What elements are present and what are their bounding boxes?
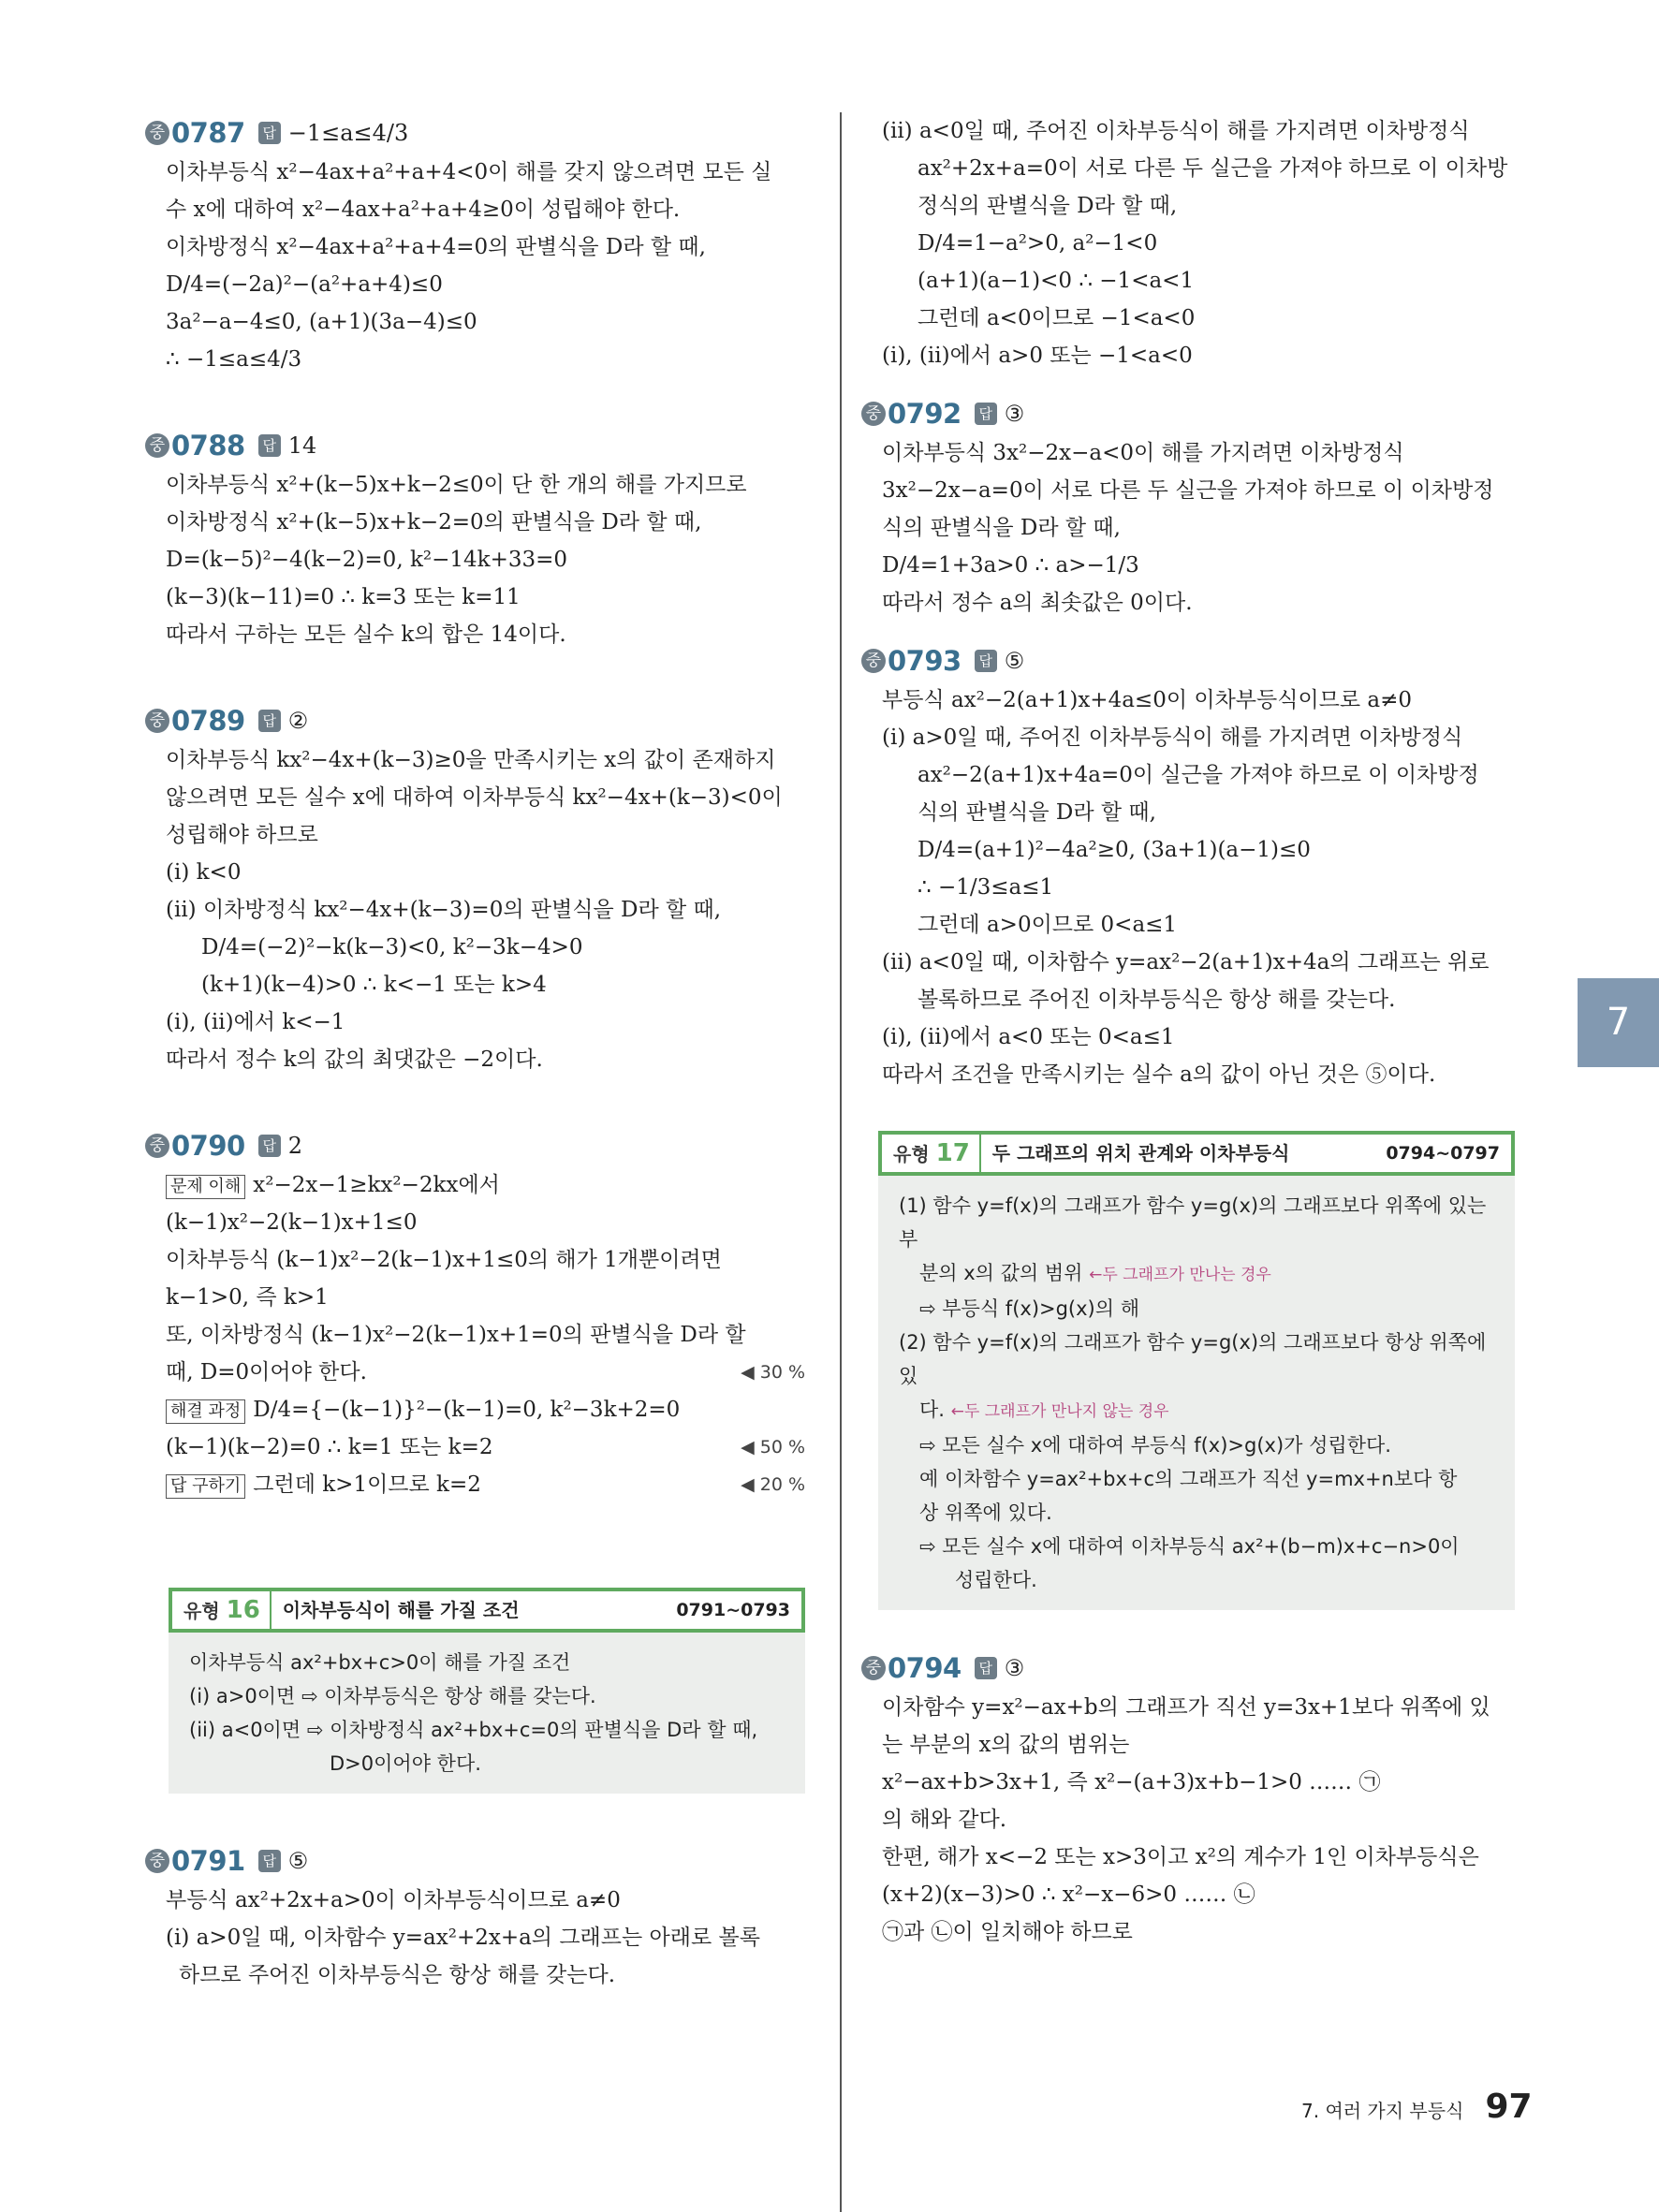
step-tag: 해결 과정 <box>166 1399 245 1424</box>
answer-badge: 답 <box>258 1135 281 1157</box>
solution-line: 그런데 k>1이므로 k=2 <box>253 1472 481 1497</box>
solution-line: (k−1)(k−2)=0 ∴ k=1 또는 k=2 <box>166 1435 493 1459</box>
summary-note: ←두 그래프가 만나지 않는 경우 <box>950 1402 1169 1421</box>
left-column <box>145 112 805 2041</box>
score-percent: ◀ 50 % <box>741 1437 805 1458</box>
solution-line: (a+1)(a−1)<0 ∴ −1<a<1 <box>918 269 1195 293</box>
type16-box <box>169 1588 805 1794</box>
summary-line: (ii) a<0이면 ⇨ 이차방정식 ax²+bx+c=0의 판별식을 D라 할 때, <box>189 1719 758 1741</box>
answer-badge: 답 <box>258 122 281 144</box>
problem-number: 0792 <box>888 398 962 430</box>
difficulty-badge: 중 <box>861 1656 886 1680</box>
summary-line: (1) 함수 y=f(x)의 그래프가 함수 y=g(x)의 그래프보다 위쪽에 있는 부 <box>899 1194 1487 1251</box>
summary-note: ←두 그래프가 만나는 경우 <box>1089 1266 1271 1284</box>
solution-line: 이차방정식 x²+(k−5)x+k−2=0의 판별식을 D라 할 때, <box>166 510 702 535</box>
solution-line: ax²−2(a+1)x+4a=0이 실근을 가져야 하므로 이 이차방정 <box>918 763 1479 787</box>
solution-line: 식의 판별식을 D라 할 때, <box>882 516 1121 540</box>
answer: ③ <box>1004 1655 1025 1681</box>
solution-line: D/4={−(k−1)}²−(k−1)=0, k²−3k+2=0 <box>253 1398 681 1422</box>
difficulty-badge: 중 <box>145 121 169 145</box>
answer: ⑤ <box>1004 648 1025 674</box>
solution-line: 하므로 주어진 이차부등식은 항상 해를 갖는다. <box>179 1963 616 1987</box>
summary-line: 상 위쪽에 있다. <box>919 1502 1052 1524</box>
solution-line: ∴ −1≤a≤4/3 <box>166 347 302 372</box>
summary-line: 예 이차함수 y=ax²+bx+c의 그래프가 직선 y=mx+n보다 항 <box>919 1468 1458 1490</box>
summary-line: ⇨ 모든 실수 x에 대하여 이차부등식 ax²+(b−m)x+c−n>0이 <box>919 1535 1460 1558</box>
summary-line: ⇨ 부등식 f(x)>g(x)의 해 <box>919 1297 1139 1320</box>
solution-line: 볼록하므로 주어진 이차부등식은 항상 해를 갖는다. <box>918 988 1396 1012</box>
type-label: 유형 <box>184 1600 220 1622</box>
answer-badge: 답 <box>975 650 997 672</box>
solution-line: 는 부분의 x의 값의 범위는 <box>882 1733 1130 1757</box>
page-number: 97 <box>1485 2087 1533 2126</box>
solution-line: (k+1)(k−4)>0 ∴ k<−1 또는 k>4 <box>201 973 547 997</box>
solution-line: 한편, 해가 x<−2 또는 x>3이고 x²의 계수가 1인 이차부등식은 <box>882 1845 1479 1869</box>
solution-line: D/4=1−a²>0, a²−1<0 <box>918 231 1158 256</box>
answer: 2 <box>287 1133 302 1159</box>
answer: ② <box>287 708 309 734</box>
step-tag: 답 구하기 <box>166 1474 245 1499</box>
difficulty-badge: 중 <box>145 709 169 733</box>
solution-line: 성립해야 하므로 <box>166 823 318 847</box>
problem-number: 0789 <box>171 705 245 737</box>
summary-line: 이차부등식 ax²+bx+c>0이 해를 가질 조건 <box>189 1651 571 1674</box>
solution-line: 따라서 구하는 모든 실수 k의 합은 14이다. <box>166 623 566 647</box>
solution-line: 때, D=0이어야 한다. <box>166 1360 367 1384</box>
solution-line: 의 해와 같다. <box>882 1808 1007 1832</box>
solution-line: 그런데 a>0이므로 0<a≤1 <box>918 913 1178 937</box>
problem-0793 <box>861 640 1517 1093</box>
problem-number: 0791 <box>171 1845 245 1877</box>
difficulty-badge: 중 <box>145 433 169 458</box>
difficulty-badge: 중 <box>861 402 886 426</box>
solution-line: (i), (ii)에서 k<−1 <box>166 1010 345 1034</box>
solution-line: (k−3)(k−11)=0 ∴ k=3 또는 k=11 <box>166 585 521 609</box>
answer-badge: 답 <box>258 710 281 732</box>
score-percent: ◀ 30 % <box>741 1362 805 1383</box>
solution-line: (i) k<0 <box>166 860 242 885</box>
chapter-title: 7. 여러 가지 부등식 <box>1301 2100 1464 2122</box>
solution-line: (x+2)(x−3)>0 ∴ x²−x−6>0 …… ㉡ <box>882 1882 1255 1907</box>
right-column <box>861 112 1517 1998</box>
solution-line: D/4=(−2a)²−(a²+a+4)≤0 <box>166 272 443 297</box>
solution-line: 따라서 조건을 만족시키는 실수 a의 값이 아닌 것은 ⑤이다. <box>882 1062 1436 1087</box>
solution-line: k−1>0, 즉 k>1 <box>166 1285 329 1310</box>
solution-line: 이차부등식 x²−4ax+a²+a+4<0이 해를 갖지 않으려면 모든 실 <box>166 160 772 184</box>
summary-line: (2) 함수 y=f(x)의 그래프가 함수 y=g(x)의 그래프보다 항상 위쪽에 있 <box>899 1331 1487 1387</box>
solution-line: (ii) 이차방정식 kx²−4x+(k−3)=0의 판별식을 D라 할 때, <box>166 898 722 922</box>
problem-number: 0793 <box>888 645 962 677</box>
problem-0787 <box>145 112 805 378</box>
summary-line: D>0이어야 한다. <box>330 1752 481 1775</box>
difficulty-badge: 중 <box>145 1134 169 1158</box>
problem-number: 0794 <box>888 1652 962 1684</box>
solution-line: 부등식 ax²+2x+a>0이 이차부등식이므로 a≠0 <box>166 1888 621 1912</box>
type-number: 16 <box>226 1596 260 1624</box>
answer-badge: 답 <box>258 434 281 457</box>
solution-line: 이차부등식 (k−1)x²−2(k−1)x+1≤0의 해가 1개뿐이려면 <box>166 1248 722 1272</box>
type17-box <box>878 1131 1515 1610</box>
solution-line: (i), (ii)에서 a<0 또는 0<a≤1 <box>882 1025 1175 1049</box>
problem-number: 0790 <box>171 1130 245 1162</box>
type-range: 0791~0793 <box>676 1600 790 1620</box>
problem-0791-continued <box>861 112 1517 374</box>
problem-0788 <box>145 425 805 653</box>
problem-0791 <box>145 1840 805 1994</box>
problem-0792 <box>861 393 1517 622</box>
type-title: 이차부등식이 해를 가질 조건 <box>270 1591 677 1629</box>
problem-number: 0787 <box>171 117 245 149</box>
difficulty-badge: 중 <box>861 649 886 673</box>
type-header <box>878 1131 1515 1176</box>
solution-line: 이차방정식 x²−4ax+a²+a+4=0의 판별식을 D라 할 때, <box>166 235 706 259</box>
solution-line: D/4=1+3a>0 ∴ a>−1/3 <box>882 553 1139 578</box>
difficulty-badge: 중 <box>145 1849 169 1873</box>
problem-0790 <box>145 1125 805 1503</box>
chapter-tab[interactable]: 7 <box>1578 978 1659 1067</box>
solution-line: 그런데 a<0이므로 −1<a<0 <box>918 306 1196 330</box>
solution-line: 않으려면 모든 실수 x에 대하여 이차부등식 kx²−4x+(k−3)<0이 <box>166 785 783 810</box>
problem-number: 0788 <box>171 430 245 461</box>
solution-line: 따라서 정수 k의 값의 최댓값은 −2이다. <box>166 1047 543 1072</box>
summary-line: ⇨ 모든 실수 x에 대하여 부등식 f(x)>g(x)가 성립한다. <box>919 1434 1391 1457</box>
type-number: 17 <box>935 1139 970 1167</box>
solution-line: (k−1)x²−2(k−1)x+1≤0 <box>166 1210 418 1235</box>
solution-line: (i) a>0일 때, 이차함수 y=ax²+2x+a의 그래프는 아래로 볼록 <box>166 1926 760 1950</box>
problem-0794 <box>861 1648 1517 1951</box>
summary-line: 분의 x의 값의 범위 <box>919 1262 1083 1284</box>
problem-0789 <box>145 700 805 1078</box>
summary-line: (i) a>0이면 ⇨ 이차부등식은 항상 해를 갖는다. <box>189 1685 596 1707</box>
type-header <box>169 1588 805 1633</box>
answer-badge: 답 <box>975 403 997 425</box>
score-percent: ◀ 20 % <box>741 1474 805 1495</box>
solution-line: ∴ −1/3≤a≤1 <box>918 875 1054 900</box>
solution-line: 또, 이차방정식 (k−1)x²−2(k−1)x+1=0의 판별식을 D라 할 <box>166 1323 746 1347</box>
type-label: 유형 <box>893 1143 930 1165</box>
answer: ⑤ <box>287 1848 309 1874</box>
solution-line: 이차함수 y=x²−ax+b의 그래프가 직선 y=3x+1보다 위쪽에 있 <box>882 1695 1490 1720</box>
column-divider <box>840 112 842 2212</box>
solution-line: (ii) a<0일 때, 이차함수 y=ax²−2(a+1)x+4a의 그래프는 위로 <box>882 950 1490 974</box>
summary-line: 성립한다. <box>955 1569 1037 1591</box>
answer-badge: 답 <box>975 1657 997 1679</box>
solution-line: ㉠과 ㉡이 일치해야 하므로 <box>882 1920 1133 1944</box>
solution-line: 이차부등식 kx²−4x+(k−3)≥0을 만족시키는 x의 값이 존재하지 <box>166 748 776 772</box>
type-range: 0794~0797 <box>1386 1143 1500 1164</box>
page-footer <box>1301 2087 1533 2126</box>
solution-line: 3a²−a−4≤0, (a+1)(3a−4)≤0 <box>166 310 477 334</box>
type-title: 두 그래프의 위치 관계와 이차부등식 <box>979 1135 1387 1172</box>
solution-line: 식의 판별식을 D라 할 때, <box>918 800 1156 825</box>
step-tag: 문제 이해 <box>166 1175 245 1199</box>
solution-line: 정식의 판별식을 D라 할 때, <box>918 194 1178 218</box>
type-summary <box>878 1176 1515 1610</box>
solution-line: 따라서 정수 a의 최솟값은 0이다. <box>882 591 1193 615</box>
solution-line: D=(k−5)²−4(k−2)=0, k²−14k+33=0 <box>166 548 568 572</box>
summary-line: 다. <box>919 1399 945 1421</box>
answer: 14 <box>287 432 317 459</box>
solution-line: (ii) a<0일 때, 주어진 이차부등식이 해를 가지려면 이차방정식 <box>882 119 1470 143</box>
solution-line: D/4=(−2)²−k(k−3)<0, k²−3k−4>0 <box>201 935 583 960</box>
solution-line: 수 x에 대하여 x²−4ax+a²+a+4≥0이 성립해야 한다. <box>166 198 681 222</box>
type-summary <box>169 1633 805 1794</box>
solution-line: 이차부등식 3x²−2x−a<0이 해를 가지려면 이차방정식 <box>882 441 1404 465</box>
solution-line: (i), (ii)에서 a>0 또는 −1<a<0 <box>882 344 1193 368</box>
solution-line: (i) a>0일 때, 주어진 이차부등식이 해를 가지려면 이차방정식 <box>882 725 1463 750</box>
solution-line: 이차부등식 x²+(k−5)x+k−2≤0이 단 한 개의 해를 가지므로 <box>166 473 747 497</box>
solution-line: 3x²−2x−a=0이 서로 다른 두 실근을 가져야 하므로 이 이차방정 <box>882 478 1494 503</box>
answer: −1≤a≤4/3 <box>287 120 409 146</box>
solution-line: D/4=(a+1)²−4a²≥0, (3a+1)(a−1)≤0 <box>918 838 1311 862</box>
solution-line: x²−ax+b>3x+1, 즉 x²−(a+3)x+b−1>0 …… ㉠ <box>882 1770 1381 1795</box>
answer-badge: 답 <box>258 1850 281 1872</box>
solution-line: x²−2x−1≥kx²−2kx에서 <box>253 1173 500 1197</box>
solution-line: ax²+2x+a=0이 서로 다른 두 실근을 가져야 하므로 이 이차방 <box>918 156 1508 181</box>
solution-line: 부등식 ax²−2(a+1)x+4a≤0이 이차부등식이므로 a≠0 <box>882 688 1413 712</box>
answer: ③ <box>1004 401 1025 427</box>
